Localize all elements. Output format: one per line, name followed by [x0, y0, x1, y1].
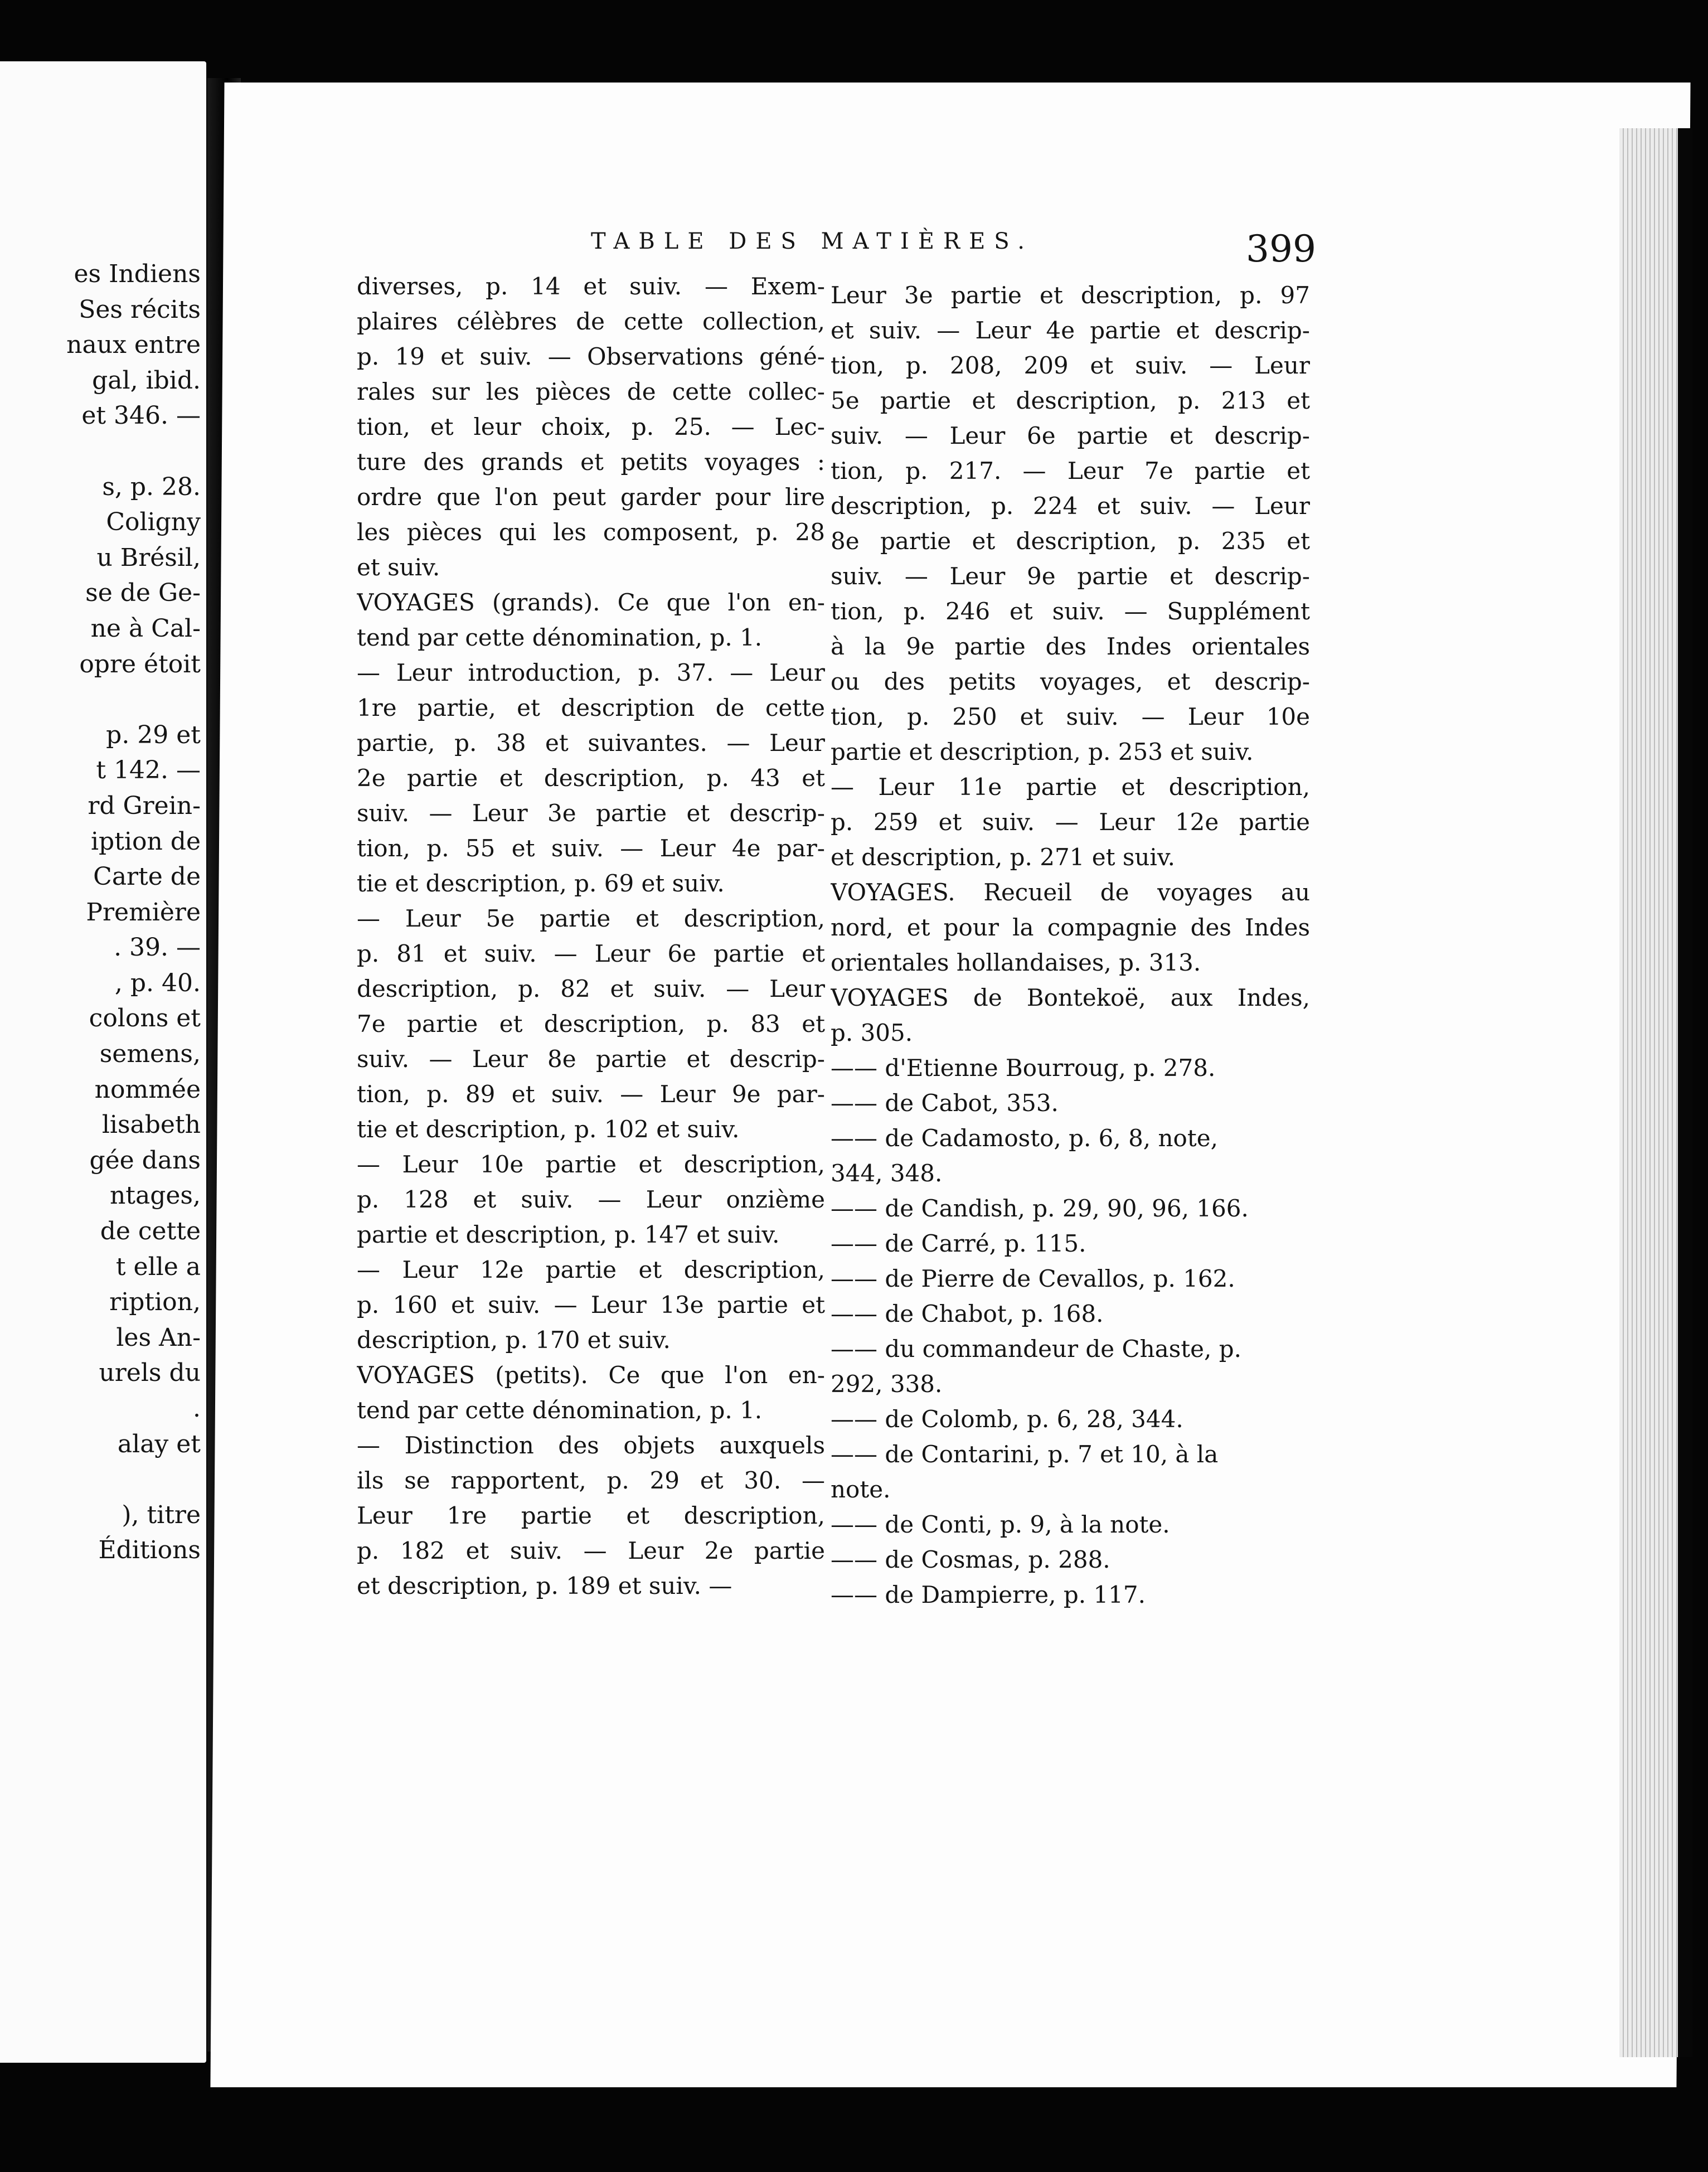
left-fragment-line: .	[193, 1394, 201, 1423]
index-right-line: Leur 3e partie et description, p. 97	[831, 282, 1310, 309]
index-right-line: orientales hollandaises, p. 313.	[831, 949, 1201, 976]
index-left-line: tie et description, p. 69 et suiv.	[357, 870, 725, 897]
index-right-line: tion, p. 250 et suiv. — Leur 10e	[831, 703, 1310, 730]
left-fragment-line: ntages,	[109, 1181, 201, 1210]
index-left-line: — Leur 10e partie et description,	[357, 1151, 825, 1178]
index-left-line: p. 81 et suiv. — Leur 6e partie et	[357, 940, 825, 967]
left-fragment-line: es Indiens	[74, 260, 201, 288]
index-left-line: ils se rapportent, p. 29 et 30. —	[357, 1467, 825, 1494]
left-fragment-line: p. 29 et	[106, 720, 201, 749]
index-left-line: 2e partie et description, p. 43 et	[357, 764, 825, 792]
index-right-line: —— de Cabot, 353.	[831, 1089, 1059, 1117]
page-edges	[1619, 128, 1681, 2057]
index-left-line: ture des grands et petits voyages :	[357, 448, 825, 476]
index-right-line: suiv. — Leur 9e partie et descrip-	[831, 563, 1310, 590]
running-head: TABLE DES MATIÈRES.	[591, 229, 1033, 254]
index-left-line: p. 160 et suiv. — Leur 13e partie et	[357, 1291, 825, 1318]
left-fragment-line: u Brésil,	[96, 543, 201, 572]
left-fragment-line: t elle a	[115, 1252, 201, 1281]
index-left-line: p. 19 et suiv. — Observations géné-	[357, 343, 825, 370]
index-right-line: ou des petits voyages, et descrip-	[831, 668, 1310, 695]
index-left-line: tion, p. 89 et suiv. — Leur 9e par-	[357, 1080, 825, 1108]
left-fragment-line: de cette	[100, 1217, 201, 1246]
index-left-line: tion, p. 55 et suiv. — Leur 4e par-	[357, 835, 825, 862]
index-right-line: —— de Conti, p. 9, à la note.	[831, 1511, 1170, 1538]
left-fragment-line: alay et	[117, 1429, 201, 1458]
index-right-line: VOYAGES. Recueil de voyages au	[831, 879, 1310, 906]
index-right-line: —— de Cadamosto, p. 6, 8, note,	[831, 1124, 1218, 1152]
index-right-line: —— de Cosmas, p. 288.	[831, 1546, 1110, 1573]
index-right-line: —— de Chabot, p. 168.	[831, 1300, 1104, 1327]
index-right-line: tion, p. 208, 209 et suiv. — Leur	[831, 352, 1310, 379]
left-fragment-line: gal, ibid.	[92, 366, 201, 395]
index-right-line: —— d'Etienne Bourroug, p. 278.	[831, 1054, 1216, 1082]
index-right-line: p. 305.	[831, 1019, 913, 1046]
left-fragment-line: rd Grein-	[88, 791, 201, 820]
index-left-line: diverses, p. 14 et suiv. — Exem-	[357, 273, 825, 300]
left-fragment-line: Ses récits	[79, 295, 201, 324]
index-left-line: ordre que l'on peut garder pour lire	[357, 483, 825, 511]
index-left-line: suiv. — Leur 8e partie et descrip-	[357, 1045, 825, 1073]
left-fragment-line: Éditions	[98, 1536, 201, 1565]
index-right-line: —— de Contarini, p. 7 et 10, à la	[831, 1441, 1219, 1468]
left-fragment-line: nommée	[94, 1075, 201, 1104]
left-fragment-line: Coligny	[106, 508, 201, 537]
index-left-line: VOYAGES (grands). Ce que l'on en-	[357, 589, 825, 616]
index-left-line: Leur 1re partie et description,	[357, 1502, 825, 1529]
index-right-line: description, p. 224 et suiv. — Leur	[831, 492, 1310, 520]
page-edge-shadow	[1678, 128, 1692, 2057]
left-fragment-line: . 39. —	[114, 933, 201, 962]
left-fragment-line: ription,	[109, 1288, 201, 1317]
index-right-line: tion, p. 246 et suiv. — Supplément	[831, 598, 1310, 625]
index-right-line: —— de Carré, p. 115.	[831, 1230, 1086, 1257]
index-column-left	[357, 269, 825, 1603]
index-right-line: 5e partie et description, p. 213 et	[831, 387, 1310, 414]
left-fragment-line: semens,	[99, 1040, 201, 1069]
left-fragment-line: se de Ge-	[85, 579, 201, 608]
index-left-line: — Leur 12e partie et description,	[357, 1256, 825, 1283]
index-right-line: partie et description, p. 253 et suiv.	[831, 738, 1254, 765]
index-right-line: —— de Pierre de Cevallos, p. 162.	[831, 1265, 1235, 1292]
index-left-line: partie et description, p. 147 et suiv.	[357, 1221, 780, 1248]
index-right-line: et suiv. — Leur 4e partie et descrip-	[831, 317, 1310, 344]
index-left-line: description, p. 170 et suiv.	[357, 1326, 671, 1354]
index-left-line: — Distinction des objets auxquels	[357, 1432, 825, 1459]
left-fragment-line: Première	[86, 898, 201, 927]
index-left-line: tion, et leur choix, p. 25. — Lec-	[357, 413, 825, 440]
index-right-line: nord, et pour la compagnie des Indes	[831, 914, 1310, 941]
index-left-line: plaires célèbres de cette collection,	[357, 308, 825, 335]
index-right-line: note.	[831, 1476, 891, 1503]
left-page-text-fragments	[0, 256, 201, 1568]
left-fragment-line: gée dans	[89, 1146, 201, 1175]
index-right-line: VOYAGES de Bontekoë, aux Indes,	[831, 984, 1310, 1011]
index-right-line: —— de Dampierre, p. 117.	[831, 1581, 1146, 1608]
left-fragment-line: lisabeth	[101, 1111, 201, 1140]
index-right-line: 8e partie et description, p. 235 et	[831, 527, 1310, 555]
index-right-line: et description, p. 271 et suiv.	[831, 843, 1175, 871]
left-fragment-line: les An-	[116, 1323, 201, 1352]
left-fragment-line: t 142. —	[96, 756, 201, 785]
index-right-line: p. 259 et suiv. — Leur 12e partie	[831, 808, 1310, 836]
index-left-line: — Leur 5e partie et description,	[357, 905, 825, 932]
left-fragment-line: s, p. 28.	[102, 472, 201, 501]
index-right-line: 292, 338.	[831, 1370, 943, 1398]
index-left-line: 7e partie et description, p. 83 et	[357, 1010, 825, 1037]
index-left-line: — Leur introduction, p. 37. — Leur	[357, 659, 825, 686]
index-left-line: p. 128 et suiv. — Leur onzième	[357, 1186, 825, 1213]
index-right-line: 344, 348.	[831, 1160, 943, 1187]
left-fragment-line	[0, 1462, 201, 1497]
index-right-line: —— de Colomb, p. 6, 28, 344.	[831, 1405, 1183, 1433]
left-fragment-line: et 346. —	[81, 401, 201, 430]
index-left-line: suiv. — Leur 3e partie et descrip-	[357, 799, 825, 827]
index-left-line: VOYAGES (petits). Ce que l'on en-	[357, 1361, 825, 1389]
page-number: 399	[1246, 227, 1316, 270]
left-fragment-line: iption de	[90, 827, 201, 856]
index-column-right	[831, 278, 1310, 1612]
left-fragment-line: ), titre	[122, 1500, 201, 1529]
left-fragment-line: , p. 40.	[114, 968, 201, 997]
index-left-line: tend par cette dénomination, p. 1.	[357, 624, 763, 651]
index-left-line: 1re partie, et description de cette	[357, 694, 825, 721]
index-left-line: tie et description, p. 102 et suiv.	[357, 1116, 740, 1143]
index-left-line: p. 182 et suiv. — Leur 2e partie	[357, 1537, 825, 1564]
index-left-line: rales sur les pièces de cette collec-	[357, 378, 825, 405]
index-left-line: et description, p. 189 et suiv. —	[357, 1572, 732, 1599]
left-fragment-line: ne à Cal-	[90, 614, 201, 643]
index-left-line: et suiv.	[357, 554, 440, 581]
index-right-line: à la 9e partie des Indes orientales	[831, 633, 1310, 660]
index-left-line: tend par cette dénomination, p. 1.	[357, 1397, 763, 1424]
index-left-line: description, p. 82 et suiv. — Leur	[357, 975, 825, 1002]
index-left-line: les pièces qui les composent, p. 28	[357, 518, 825, 546]
index-right-line: —— de Candish, p. 29, 90, 96, 166.	[831, 1195, 1249, 1222]
index-right-line: —— du commandeur de Chaste, p.	[831, 1335, 1241, 1363]
left-fragment-line: Carte de	[93, 862, 201, 891]
left-fragment-line: urels du	[99, 1359, 201, 1388]
index-right-line: tion, p. 217. — Leur 7e partie et	[831, 457, 1310, 484]
left-fragment-line: opre étoit	[79, 649, 201, 678]
index-right-line: suiv. — Leur 6e partie et descrip-	[831, 422, 1310, 449]
left-fragment-line	[0, 434, 201, 469]
left-fragment-line	[0, 682, 201, 717]
left-fragment-line: naux entre	[66, 331, 201, 360]
index-left-line: partie, p. 38 et suivantes. — Leur	[357, 729, 825, 757]
index-right-line: — Leur 11e partie et description,	[831, 773, 1310, 801]
left-fragment-line: colons et	[89, 1004, 201, 1033]
